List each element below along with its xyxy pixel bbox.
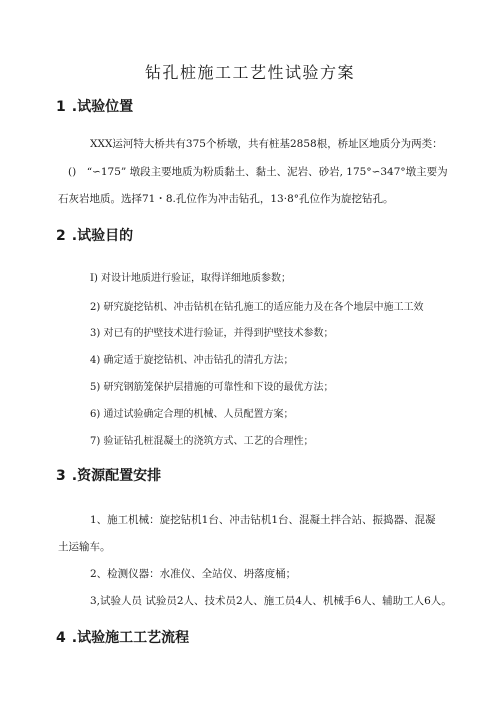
list-item: 6) 通过试验确定合理的机械、人员配置方案； <box>90 409 294 420</box>
section-title: .资源配置安排 <box>71 468 162 484</box>
document-title: 钻孔桩施工工艺性试验方案 <box>144 63 355 82</box>
section-title: .试验目的 <box>71 228 134 244</box>
paragraph-line: 3,试验人员 试验员2人、技术员2人、施工员4人、机械手6人、辅助工人6人。 <box>90 595 452 607</box>
paragraph-line: () “∽175” 墩段主要地质为粉质黏土、黏土、泥岩、砂岩, 175°∽347°墩主要为 <box>68 166 448 178</box>
section-1-heading <box>56 96 133 116</box>
paragraph-line: 2、检测仪器：水准仪、全站仪、坍落度桶； <box>90 568 297 580</box>
paragraph-line: XXX运河特大桥共有375个桥墩，共有桩基2858根，桥址区地质分为两类： <box>90 138 443 150</box>
list-item: 5) 研究钢筋笼保护层措施的可靠性和下设的最优方法； <box>90 382 334 393</box>
list-item: 4) 确定适于旋挖钻机、冲击钻孔的清孔方法； <box>90 355 294 366</box>
section-2-heading <box>56 225 133 245</box>
paragraph-line: 土运输车。 <box>58 541 111 553</box>
list-item: 2) 研究旋挖钻机、冲击钻机在钻孔施工的适应能力及在各个地层中施工工效 <box>90 302 424 313</box>
section-4-heading <box>56 627 189 647</box>
section-number: 1 <box>56 99 66 115</box>
paragraph-line: 石灰岩地质。选择71・8.孔位作为冲击钻孔，13·8°孔位作为旋挖钻孔。 <box>58 193 394 205</box>
paragraph-line: 1、施工机械：旋挖钻机1台、冲击钻机1台、混凝土拌合站、振捣器、混凝 <box>90 514 436 526</box>
section-number: 4 <box>56 630 66 646</box>
list-item: I) 对设计地质进行验证，取得详细地质参数； <box>90 273 292 284</box>
list-item: 7) 验证钻孔桩混凝土的浇筑方式、工艺的合理性； <box>90 436 314 447</box>
section-number: 3 <box>56 468 66 484</box>
section-title: .试验位置 <box>71 99 134 115</box>
section-3-heading <box>56 465 161 485</box>
section-number: 2 <box>56 228 66 244</box>
section-title: .试验施工工艺流程 <box>71 630 190 646</box>
list-item: 3) 对已有的护壁技术进行验证，并得到护壁技术参数； <box>90 328 334 339</box>
